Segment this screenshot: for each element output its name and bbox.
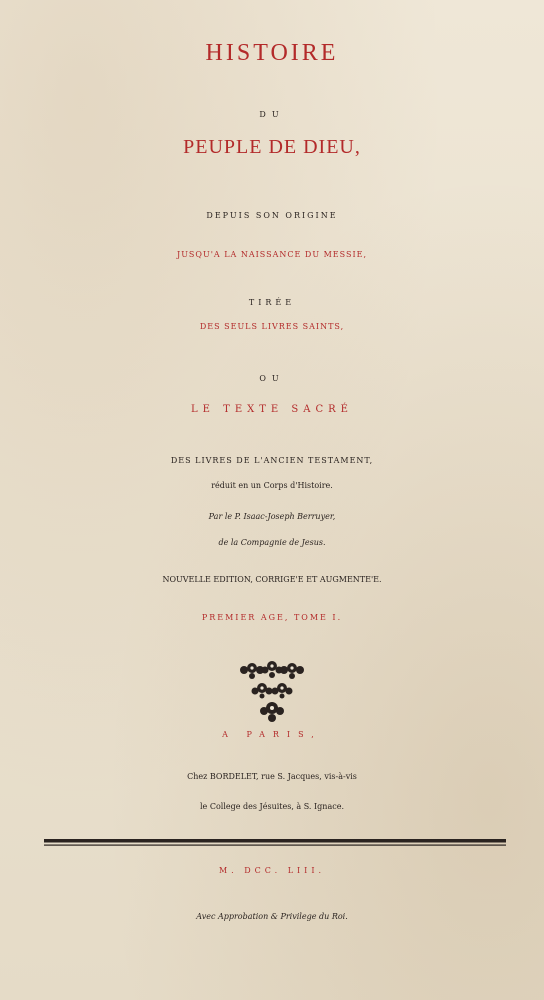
title-histoire: HISTOIRE [205,40,339,66]
subtitle-jusqua: JUSQU'A LA NAISSANCE DU MESSIE, [176,250,367,259]
subtitle-ancien-testament: DES LIVRES DE L'ANCIEN TESTAMENT, [170,456,374,465]
author-line: Par le P. Isaac-Joseph Berruyer, [208,512,336,521]
imprint-place: A PARIS, [222,730,322,739]
title-du: DU [259,110,285,119]
double-rule-divider [44,839,506,847]
subtitle-texte-sacre: LE TEXTE SACRÉ [191,404,353,415]
subtitle-corps-histoire: réduit en un Corps d'Histoire. [211,481,333,490]
privilege-statement: Avec Approbation & Privilege du Roi. [196,912,348,921]
subtitle-tiree: TIRÉE [248,298,296,307]
title-peuple-de-dieu: PEUPLE DE DIEU, [183,136,361,158]
volume-statement: PREMIER AGE, TOME I. [201,613,343,622]
subtitle-ou: OU [259,374,285,383]
imprint-publisher: Chez BORDELET, rue S. Jacques, vis-à-vis [187,772,357,781]
imprint-address: le College des Jésuites, à S. Ignace. [200,802,344,811]
imprint-date: M. DCC. LIII. [218,866,326,875]
fleuron-ornament-icon [222,658,322,724]
author-affiliation: de la Compagnie de Jesus. [218,538,326,547]
subtitle-seuls-livres: DES SEULS LIVRES SAINTS, [199,322,345,331]
subtitle-depuis: DEPUIS SON ORIGINE [206,211,338,220]
edition-statement: NOUVELLE EDITION, CORRIGE'E ET AUGMENTE'E. [162,575,382,584]
